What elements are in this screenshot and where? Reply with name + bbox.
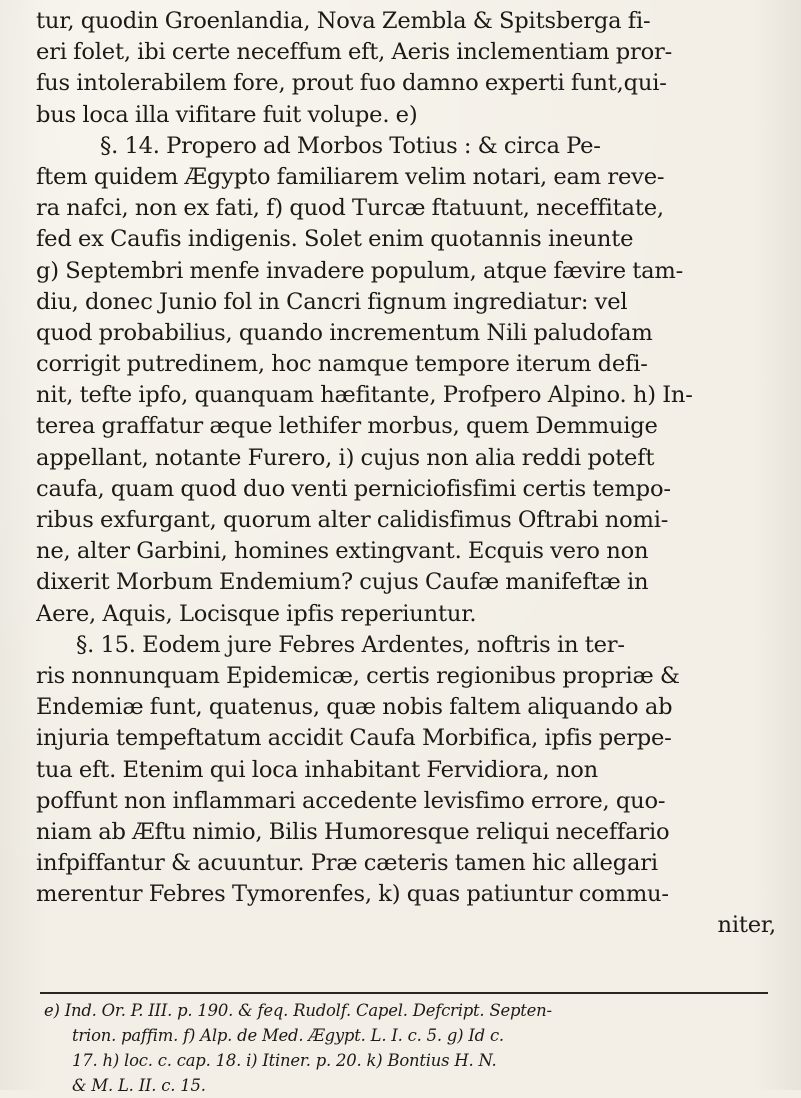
text-line: merentur Febres Tymorenfes, k) quas patiuntur commu- — [36, 881, 669, 908]
text-line: §. 14. Propero ad Morbos Totius : & circa Pe- — [100, 132, 601, 159]
footnote-rule — [40, 992, 768, 994]
footnote-line: trion. paffim. f) Alp. de Med. Ægypt. L. I. c. 5. g) Id c. — [72, 1026, 504, 1045]
text-line: poffunt non inflammari accedente levisfimo errore, quo- — [36, 787, 666, 814]
text-line: fed ex Caufis indigenis. Solet enim quotannis ineunte — [36, 226, 634, 253]
footnote-line: e) Ind. Or. P. III. p. 190. & feq. Rudolf. Capel. Defcript. Septen- — [44, 1001, 552, 1020]
catchword: niter, — [717, 912, 776, 939]
text-line: dixerit Morbum Endemium? cujus Caufæ manifeftæ in — [36, 569, 649, 596]
text-line: §. 15. Eodem jure Febres Ardentes, noftris in ter- — [76, 631, 625, 658]
text-line: g) Septembri menfe invadere populum, atque fævire tam- — [36, 257, 684, 284]
text-line: tur, quodin Groenlandia, Nova Zembla & Spitsberga fi- — [36, 8, 651, 34]
text-line: Endemiæ funt, quatenus, quæ nobis faltem aliquando ab — [36, 694, 673, 721]
text-line: nit, tefte ipfo, quanquam hæfitante, Profpero Alpino. h) In- — [36, 382, 693, 409]
footnote-line: & M. L. II. c. 15. — [72, 1076, 206, 1095]
text-line: appellant, notante Furero, i) cujus non alia reddi poteft — [36, 444, 655, 471]
text-line: injuria tempeftatum accidit Caufa Morbifica, ipfis perpe- — [36, 725, 672, 752]
text-line: ris nonnunquam Epidemicæ, certis regionibus propriæ & — [36, 662, 680, 689]
text-line: eri folet, ibi certe neceffum eft, Aeris inclementiam pror- — [36, 39, 673, 66]
text-line: bus loca illa vifitare fuit volupe. e) — [36, 101, 418, 128]
main-text-block — [36, 6, 776, 942]
footnotes-block — [44, 998, 774, 1098]
text-line: tua eft. Etenim qui loca inhabitant Fervidiora, non — [36, 756, 599, 783]
text-line: fus intolerabilem fore, prout fuo damno experti funt,qui- — [36, 70, 667, 97]
text-line: diu, donec Junio fol in Cancri fignum ingrediatur: vel — [36, 288, 628, 315]
text-line: niam ab Æftu nimio, Bilis Humoresque reliqui neceffario — [36, 818, 670, 845]
text-line: infpiffantur & acuuntur. Præ cæteris tamen hic allegari — [36, 850, 658, 877]
text-line: quod probabilius, quando incrementum Nili paludofam — [36, 319, 653, 346]
text-line: ne, alter Garbini, homines extingvant. Ecquis vero non — [36, 538, 649, 565]
text-line: ra nafci, non ex fati, f) quod Turcæ ftatuunt, neceffitate, — [36, 195, 664, 222]
text-line: corrigit putredinem, hoc namque tempore iterum defi- — [36, 351, 648, 378]
text-line: ribus exfurgant, quorum alter calidisfimus Oftrabi nomi- — [36, 507, 669, 533]
footnote-line: 17. h) loc. c. cap. 18. i) Itiner. p. 20. k) Bontius H. N. — [72, 1051, 497, 1070]
text-line: terea graffatur æque lethifer morbus, quem Demmuige — [36, 413, 658, 440]
text-line: ftem quidem Ægypto familiarem velim notari, eam reve- — [36, 163, 665, 190]
text-line: Aere, Aquis, Locisque ipfis reperiuntur. — [36, 600, 477, 627]
text-line: caufa, quam quod duo venti perniciofisfimi certis tempo- — [36, 475, 671, 502]
